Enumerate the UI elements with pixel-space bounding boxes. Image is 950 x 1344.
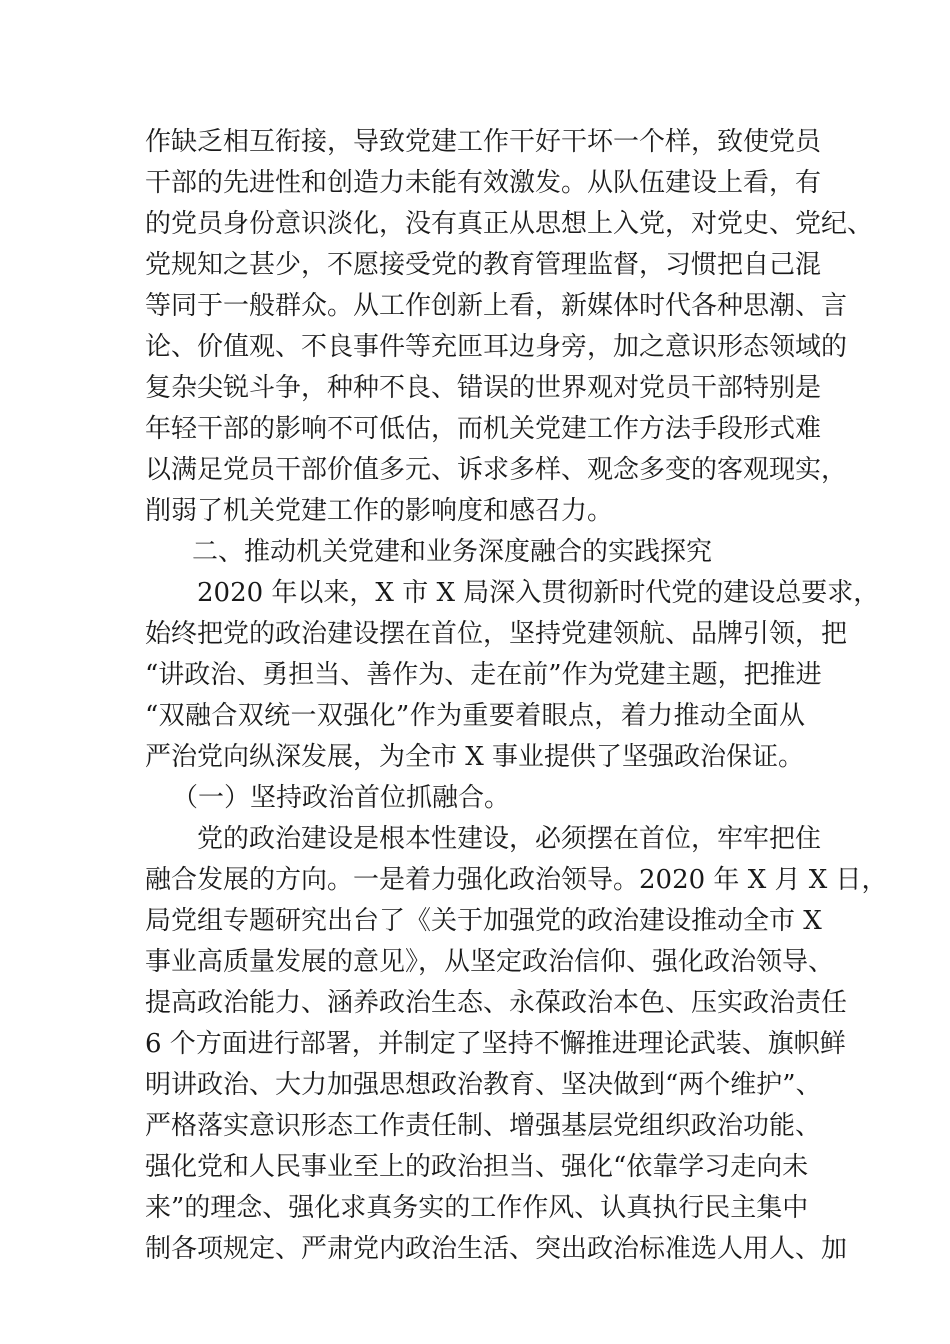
body-text-line: 严格落实意识形态工作责任制、增强基层党组织政治功能、: [145, 1111, 822, 1141]
body-text-line: 等同于一般群众。从工作创新上看，新媒体时代各种思潮、言: [145, 291, 848, 321]
body-text-line: 2020 年以来，X 市 X 局深入贯彻新时代党的建设总要求，: [197, 578, 880, 608]
body-text-line: 提高政治能力、涵养政治生态、永葆政治本色、压实政治责任: [145, 988, 848, 1018]
body-text-line: 年轻干部的影响不可低估，而机关党建工作方法手段形式难: [145, 414, 822, 444]
body-text-line: “讲政治、勇担当、善作为、走在前”作为党建主题，把推进: [145, 660, 822, 690]
body-text-line: 削弱了机关党建工作的影响度和感召力。: [145, 496, 614, 526]
body-text-line: 党的政治建设是根本性建设，必须摆在首位，牢牢把住: [197, 824, 822, 854]
body-text-line: 始终把党的政治建设摆在首位，坚持党建领航、品牌引领，把: [145, 619, 848, 649]
body-text-line: 的党员身份意识淡化，没有真正从思想上入党，对党史、党纪、: [145, 209, 874, 239]
body-text-line: 融合发展的方向。一是着力强化政治领导。2020 年 X 月 X 日，: [145, 865, 888, 895]
body-text-line: 明讲政治、大力加强思想政治教育、坚决做到“两个维护”、: [145, 1070, 822, 1100]
body-text-line: 复杂尖锐斗争，种种不良、错误的世界观对党员干部特别是: [145, 373, 822, 403]
body-text-line: 严治党向纵深发展，为全市 X 事业提供了坚强政治保证。: [145, 742, 805, 772]
body-text-line: 事业高质量发展的意见》，从坚定政治信仰、强化政治领导、: [145, 947, 835, 977]
body-text-line: 干部的先进性和创造力未能有效激发。从队伍建设上看，有: [145, 168, 822, 198]
body-text-line: 论、价值观、不良事件等充匝耳边身旁，加之意识形态领域的: [145, 332, 848, 362]
section-heading: 二、推动机关党建和业务深度融合的实践探究: [192, 537, 713, 567]
body-text-line: 局党组专题研究出台了《关于加强党的政治建设推动全市 X: [145, 906, 822, 936]
body-text-line: “双融合双统一双强化”作为重要着眼点，着力推动全面从: [145, 701, 805, 731]
body-text-line: 作缺乏相互衔接，导致党建工作干好干坏一个样，致使党员: [145, 127, 822, 157]
body-text-line: 强化党和人民事业至上的政治担当、强化“依靠学习走向未: [145, 1152, 809, 1182]
body-text-line: 以满足党员干部价值多元、诉求多样、观念多变的客观现实，: [145, 455, 848, 485]
subsection-heading: （一）坚持政治首位抓融合。: [172, 783, 511, 813]
body-text-line: 来”的理念、强化求真务实的工作作风、认真执行民主集中: [145, 1193, 809, 1223]
body-text-line: 党规知之甚少，不愿接受党的教育管理监督，习惯把自己混: [145, 250, 822, 280]
body-text-line: 制各项规定、严肃党内政治生活、突出政治标准选人用人、加: [145, 1234, 848, 1264]
body-text-line: 6 个方面进行部署，并制定了坚持不懈推进理论武装、旗帜鲜: [145, 1029, 846, 1059]
